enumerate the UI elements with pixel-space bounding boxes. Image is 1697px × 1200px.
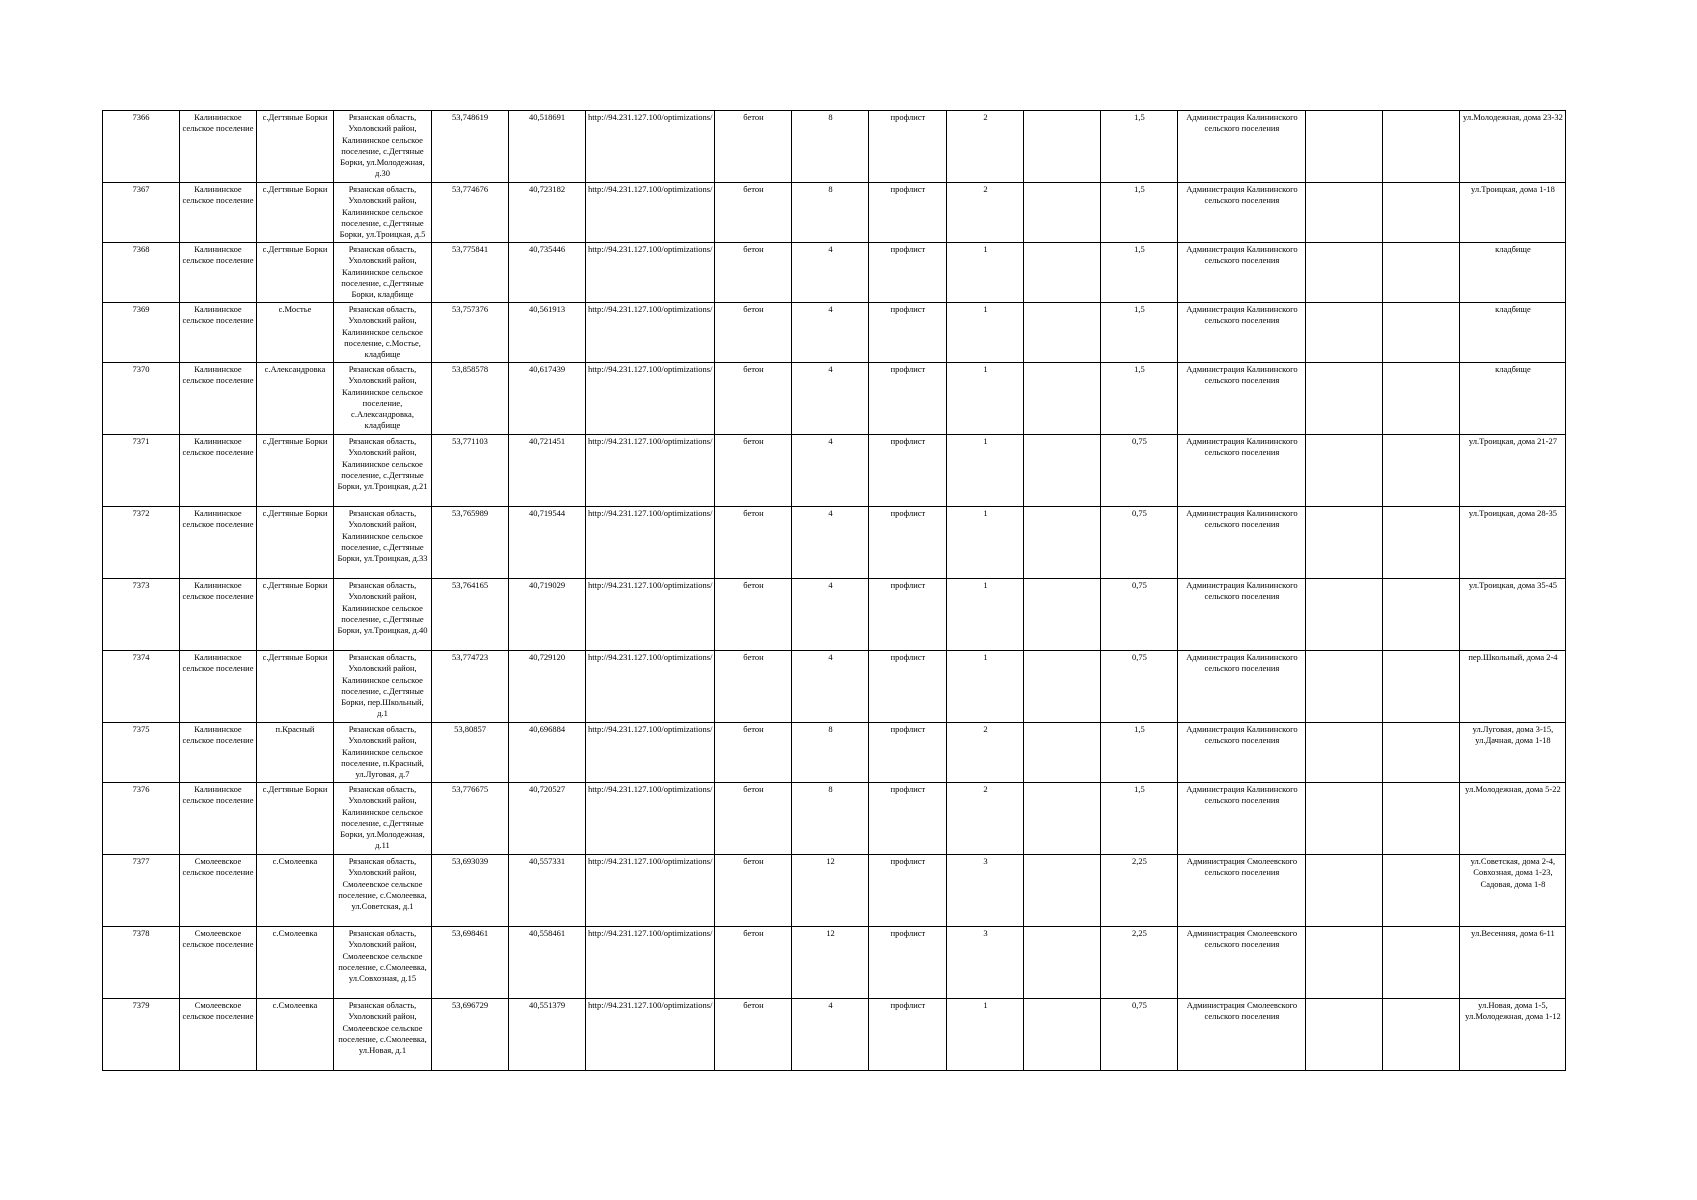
locality-cell: с.Смолеевка [257, 927, 334, 999]
address-cell: Рязанская область, Ухоловский район, Калининское сельское поселение, с.Дегтяные Борки, ул.Молодежная, д.11 [334, 783, 432, 855]
row-number-cell: 7371 [103, 435, 180, 507]
table-row [103, 363, 1566, 435]
latitude-cell: 53,693039 [432, 855, 509, 927]
empty-cell [1383, 243, 1460, 303]
longitude-cell: 40,719544 [509, 507, 586, 579]
link-cell: http://94.231.127.100/optimizations/ [586, 183, 715, 243]
table-row [103, 579, 1566, 651]
empty-cell [1024, 507, 1101, 579]
longitude-cell: 40,723182 [509, 183, 586, 243]
volume-cell: 0,75 [1101, 651, 1178, 723]
empty-cell [1383, 111, 1460, 183]
volume-cell: 1,5 [1101, 783, 1178, 855]
empty-cell [1024, 435, 1101, 507]
longitude-cell: 40,729120 [509, 651, 586, 723]
settlement-cell: Смолеевское сельское поселение [180, 999, 257, 1071]
table-row [103, 111, 1566, 183]
fence-cell: профлист [869, 783, 947, 855]
owner-cell: Администрация Смолеевского сельского поселения [1178, 855, 1306, 927]
empty-cell [1024, 723, 1101, 783]
containers-count-cell: 3 [947, 855, 1024, 927]
table-row [103, 507, 1566, 579]
row-number-cell: 7370 [103, 363, 180, 435]
served-objects-cell: ул.Троицкая, дома 28-35 [1460, 507, 1566, 579]
settlement-cell: Калининское сельское поселение [180, 303, 257, 363]
owner-cell: Администрация Калининского сельского поселения [1178, 111, 1306, 183]
latitude-cell: 53,748619 [432, 111, 509, 183]
link-cell: http://94.231.127.100/optimizations/ [586, 243, 715, 303]
empty-cell [1024, 579, 1101, 651]
latitude-cell: 53,774676 [432, 183, 509, 243]
served-objects-cell: кладбище [1460, 243, 1566, 303]
containers-count-cell: 1 [947, 243, 1024, 303]
empty-cell [1306, 999, 1383, 1071]
containers-count-cell: 1 [947, 999, 1024, 1071]
link-cell: http://94.231.127.100/optimizations/ [586, 723, 715, 783]
volume-cell: 0,75 [1101, 435, 1178, 507]
area-cell: 4 [792, 363, 869, 435]
table-row [103, 855, 1566, 927]
served-objects-cell: ул.Луговая, дома 3-15, ул.Дачная, дома 1-18 [1460, 723, 1566, 783]
latitude-cell: 53,774723 [432, 651, 509, 723]
empty-cell [1024, 111, 1101, 183]
address-cell: Рязанская область, Ухоловский район, Калининское сельское поселение, с.Дегтяные Борки, ул.Троицкая, д.5 [334, 183, 432, 243]
volume-cell: 1,5 [1101, 243, 1178, 303]
locality-cell: с.Дегтяные Борки [257, 243, 334, 303]
latitude-cell: 53,765989 [432, 507, 509, 579]
settlement-cell: Калининское сельское поселение [180, 363, 257, 435]
settlement-cell: Калининское сельское поселение [180, 243, 257, 303]
served-objects-cell: ул.Советская, дома 2-4, Совхозная, дома 1-23, Садовая, дома 1-8 [1460, 855, 1566, 927]
served-objects-cell: кладбище [1460, 363, 1566, 435]
row-number-cell: 7375 [103, 723, 180, 783]
volume-cell: 0,75 [1101, 579, 1178, 651]
served-objects-cell: ул.Троицкая, дома 35-45 [1460, 579, 1566, 651]
area-cell: 4 [792, 507, 869, 579]
latitude-cell: 53,764165 [432, 579, 509, 651]
empty-cell [1383, 723, 1460, 783]
owner-cell: Администрация Калининского сельского поселения [1178, 783, 1306, 855]
volume-cell: 1,5 [1101, 303, 1178, 363]
registry-table [102, 110, 1566, 1071]
row-number-cell: 7373 [103, 579, 180, 651]
volume-cell: 2,25 [1101, 927, 1178, 999]
area-cell: 12 [792, 855, 869, 927]
link-cell: http://94.231.127.100/optimizations/ [586, 783, 715, 855]
area-cell: 4 [792, 999, 869, 1071]
volume-cell: 2,25 [1101, 855, 1178, 927]
empty-cell [1383, 507, 1460, 579]
address-cell: Рязанская область, Ухоловский район, Калининское сельское поселение, с.Дегтяные Борки, ул.Троицкая, д.40 [334, 579, 432, 651]
empty-cell [1306, 363, 1383, 435]
row-number-cell: 7378 [103, 927, 180, 999]
base-type-cell: бетон [715, 303, 792, 363]
settlement-cell: Калининское сельское поселение [180, 651, 257, 723]
fence-cell: профлист [869, 183, 947, 243]
empty-cell [1306, 651, 1383, 723]
empty-cell [1383, 303, 1460, 363]
containers-count-cell: 2 [947, 783, 1024, 855]
owner-cell: Администрация Калининского сельского поселения [1178, 435, 1306, 507]
empty-cell [1024, 999, 1101, 1071]
empty-cell [1306, 855, 1383, 927]
base-type-cell: бетон [715, 927, 792, 999]
row-number-cell: 7372 [103, 507, 180, 579]
empty-cell [1024, 651, 1101, 723]
address-cell: Рязанская область, Ухоловский район, Калининское сельское поселение, с.Дегтяные Борки, пер.Школьный, д.1 [334, 651, 432, 723]
locality-cell: с.Мостье [257, 303, 334, 363]
served-objects-cell: ул.Молодежная, дома 5-22 [1460, 783, 1566, 855]
address-cell: Рязанская область, Ухоловский район, Смолеевское сельское поселение, с.Смолеевка, ул.Совхозная, д.15 [334, 927, 432, 999]
longitude-cell: 40,617439 [509, 363, 586, 435]
latitude-cell: 53,80857 [432, 723, 509, 783]
served-objects-cell: пер.Школьный, дома 2-4 [1460, 651, 1566, 723]
base-type-cell: бетон [715, 855, 792, 927]
served-objects-cell: кладбище [1460, 303, 1566, 363]
base-type-cell: бетон [715, 183, 792, 243]
empty-cell [1306, 579, 1383, 651]
link-cell: http://94.231.127.100/optimizations/ [586, 651, 715, 723]
row-number-cell: 7377 [103, 855, 180, 927]
locality-cell: с.Александровка [257, 363, 334, 435]
empty-cell [1306, 723, 1383, 783]
empty-cell [1306, 303, 1383, 363]
area-cell: 4 [792, 303, 869, 363]
longitude-cell: 40,557331 [509, 855, 586, 927]
longitude-cell: 40,561913 [509, 303, 586, 363]
empty-cell [1383, 999, 1460, 1071]
base-type-cell: бетон [715, 651, 792, 723]
empty-cell [1024, 243, 1101, 303]
longitude-cell: 40,719029 [509, 579, 586, 651]
table-row [103, 999, 1566, 1071]
locality-cell: с.Смолеевка [257, 999, 334, 1071]
base-type-cell: бетон [715, 243, 792, 303]
containers-count-cell: 1 [947, 579, 1024, 651]
owner-cell: Администрация Калининского сельского поселения [1178, 579, 1306, 651]
owner-cell: Администрация Смолеевского сельского поселения [1178, 927, 1306, 999]
latitude-cell: 53,696729 [432, 999, 509, 1071]
latitude-cell: 53,757376 [432, 303, 509, 363]
link-cell: http://94.231.127.100/optimizations/ [586, 579, 715, 651]
row-number-cell: 7376 [103, 783, 180, 855]
address-cell: Рязанская область, Ухоловский район, Калининское сельское поселение, с.Дегтяные Борки, ул.Троицкая, д.21 [334, 435, 432, 507]
fence-cell: профлист [869, 435, 947, 507]
longitude-cell: 40,721451 [509, 435, 586, 507]
longitude-cell: 40,558461 [509, 927, 586, 999]
served-objects-cell: ул.Весенняя, дома 6-11 [1460, 927, 1566, 999]
address-cell: Рязанская область, Ухоловский район, Калининское сельское поселение, п.Красный, ул.Луговая, д.7 [334, 723, 432, 783]
settlement-cell: Калининское сельское поселение [180, 783, 257, 855]
owner-cell: Администрация Калининского сельского поселения [1178, 243, 1306, 303]
fence-cell: профлист [869, 363, 947, 435]
empty-cell [1306, 435, 1383, 507]
fence-cell: профлист [869, 855, 947, 927]
locality-cell: с.Дегтяные Борки [257, 579, 334, 651]
volume-cell: 1,5 [1101, 723, 1178, 783]
base-type-cell: бетон [715, 363, 792, 435]
owner-cell: Администрация Калининского сельского поселения [1178, 363, 1306, 435]
area-cell: 8 [792, 723, 869, 783]
latitude-cell: 53,698461 [432, 927, 509, 999]
locality-cell: с.Дегтяные Борки [257, 183, 334, 243]
containers-count-cell: 3 [947, 927, 1024, 999]
empty-cell [1024, 783, 1101, 855]
empty-cell [1306, 183, 1383, 243]
table-row [103, 303, 1566, 363]
empty-cell [1024, 183, 1101, 243]
empty-cell [1306, 111, 1383, 183]
area-cell: 4 [792, 243, 869, 303]
link-cell: http://94.231.127.100/optimizations/ [586, 507, 715, 579]
row-number-cell: 7369 [103, 303, 180, 363]
area-cell: 8 [792, 783, 869, 855]
settlement-cell: Смолеевское сельское поселение [180, 855, 257, 927]
table-row [103, 927, 1566, 999]
settlement-cell: Калининское сельское поселение [180, 579, 257, 651]
volume-cell: 0,75 [1101, 999, 1178, 1071]
owner-cell: Администрация Калининского сельского поселения [1178, 183, 1306, 243]
table-row [103, 723, 1566, 783]
longitude-cell: 40,735446 [509, 243, 586, 303]
row-number-cell: 7367 [103, 183, 180, 243]
containers-count-cell: 1 [947, 303, 1024, 363]
containers-count-cell: 2 [947, 111, 1024, 183]
table-row [103, 783, 1566, 855]
base-type-cell: бетон [715, 723, 792, 783]
empty-cell [1383, 435, 1460, 507]
locality-cell: с.Дегтяные Борки [257, 435, 334, 507]
table-row [103, 435, 1566, 507]
served-objects-cell: ул.Молодежная, дома 23-32 [1460, 111, 1566, 183]
containers-count-cell: 1 [947, 651, 1024, 723]
fence-cell: профлист [869, 999, 947, 1071]
fence-cell: профлист [869, 507, 947, 579]
address-cell: Рязанская область, Ухоловский район, Калининское сельское поселение, с.Александровка, кладбище [334, 363, 432, 435]
latitude-cell: 53,858578 [432, 363, 509, 435]
settlement-cell: Калининское сельское поселение [180, 111, 257, 183]
locality-cell: с.Дегтяные Борки [257, 507, 334, 579]
empty-cell [1383, 927, 1460, 999]
address-cell: Рязанская область, Ухоловский район, Калининское сельское поселение, с.Дегтяные Борки, ул.Троицкая, д.33 [334, 507, 432, 579]
containers-count-cell: 1 [947, 435, 1024, 507]
volume-cell: 0,75 [1101, 507, 1178, 579]
empty-cell [1306, 927, 1383, 999]
settlement-cell: Калининское сельское поселение [180, 723, 257, 783]
empty-cell [1024, 855, 1101, 927]
row-number-cell: 7374 [103, 651, 180, 723]
served-objects-cell: ул.Троицкая, дома 1-18 [1460, 183, 1566, 243]
longitude-cell: 40,518691 [509, 111, 586, 183]
base-type-cell: бетон [715, 579, 792, 651]
owner-cell: Администрация Калининского сельского поселения [1178, 303, 1306, 363]
table-row [103, 183, 1566, 243]
latitude-cell: 53,776675 [432, 783, 509, 855]
latitude-cell: 53,775841 [432, 243, 509, 303]
fence-cell: профлист [869, 927, 947, 999]
area-cell: 4 [792, 435, 869, 507]
empty-cell [1383, 855, 1460, 927]
fence-cell: профлист [869, 303, 947, 363]
settlement-cell: Смолеевское сельское поселение [180, 927, 257, 999]
settlement-cell: Калининское сельское поселение [180, 507, 257, 579]
row-number-cell: 7379 [103, 999, 180, 1071]
locality-cell: п.Красный [257, 723, 334, 783]
longitude-cell: 40,696884 [509, 723, 586, 783]
containers-count-cell: 1 [947, 507, 1024, 579]
volume-cell: 1,5 [1101, 183, 1178, 243]
link-cell: http://94.231.127.100/optimizations/ [586, 999, 715, 1071]
link-cell: http://94.231.127.100/optimizations/ [586, 303, 715, 363]
area-cell: 4 [792, 651, 869, 723]
latitude-cell: 53,771103 [432, 435, 509, 507]
locality-cell: с.Дегтяные Борки [257, 783, 334, 855]
locality-cell: с.Смолеевка [257, 855, 334, 927]
containers-count-cell: 1 [947, 363, 1024, 435]
volume-cell: 1,5 [1101, 363, 1178, 435]
fence-cell: профлист [869, 651, 947, 723]
settlement-cell: Калининское сельское поселение [180, 435, 257, 507]
table-row [103, 651, 1566, 723]
longitude-cell: 40,551379 [509, 999, 586, 1071]
owner-cell: Администрация Калининского сельского поселения [1178, 651, 1306, 723]
containers-count-cell: 2 [947, 183, 1024, 243]
empty-cell [1024, 303, 1101, 363]
link-cell: http://94.231.127.100/optimizations/ [586, 435, 715, 507]
empty-cell [1383, 183, 1460, 243]
owner-cell: Администрация Калининского сельского поселения [1178, 507, 1306, 579]
base-type-cell: бетон [715, 999, 792, 1071]
address-cell: Рязанская область, Ухоловский район, Калининское сельское поселение, с.Дегтяные Борки, кладбище [334, 243, 432, 303]
empty-cell [1383, 783, 1460, 855]
link-cell: http://94.231.127.100/optimizations/ [586, 111, 715, 183]
owner-cell: Администрация Калининского сельского поселения [1178, 723, 1306, 783]
settlement-cell: Калининское сельское поселение [180, 183, 257, 243]
locality-cell: с.Дегтяные Борки [257, 111, 334, 183]
containers-count-cell: 2 [947, 723, 1024, 783]
empty-cell [1024, 927, 1101, 999]
table-row [103, 243, 1566, 303]
served-objects-cell: ул.Троицкая, дома 21-27 [1460, 435, 1566, 507]
base-type-cell: бетон [715, 507, 792, 579]
empty-cell [1383, 651, 1460, 723]
area-cell: 4 [792, 579, 869, 651]
fence-cell: профлист [869, 723, 947, 783]
row-number-cell: 7366 [103, 111, 180, 183]
link-cell: http://94.231.127.100/optimizations/ [586, 855, 715, 927]
area-cell: 8 [792, 183, 869, 243]
owner-cell: Администрация Смолеевского сельского поселения [1178, 999, 1306, 1071]
address-cell: Рязанская область, Ухоловский район, Смолеевское сельское поселение, с.Смолеевка, ул.Новая, д.1 [334, 999, 432, 1071]
base-type-cell: бетон [715, 783, 792, 855]
address-cell: Рязанская область, Ухоловский район, Калининское сельское поселение, с.Мостье, кладбище [334, 303, 432, 363]
empty-cell [1024, 363, 1101, 435]
area-cell: 12 [792, 927, 869, 999]
area-cell: 8 [792, 111, 869, 183]
longitude-cell: 40,720527 [509, 783, 586, 855]
address-cell: Рязанская область, Ухоловский район, Калининское сельское поселение, с.Дегтяные Борки, ул.Молодежная, д.30 [334, 111, 432, 183]
empty-cell [1306, 243, 1383, 303]
fence-cell: профлист [869, 243, 947, 303]
link-cell: http://94.231.127.100/optimizations/ [586, 363, 715, 435]
base-type-cell: бетон [715, 111, 792, 183]
locality-cell: с.Дегтяные Борки [257, 651, 334, 723]
empty-cell [1383, 363, 1460, 435]
served-objects-cell: ул.Новая, дома 1-5, ул.Молодежная, дома 1-12 [1460, 999, 1566, 1071]
address-cell: Рязанская область, Ухоловский район, Смолеевское сельское поселение, с.Смолеевка, ул.Советская, д.1 [334, 855, 432, 927]
base-type-cell: бетон [715, 435, 792, 507]
link-cell: http://94.231.127.100/optimizations/ [586, 927, 715, 999]
volume-cell: 1,5 [1101, 111, 1178, 183]
row-number-cell: 7368 [103, 243, 180, 303]
empty-cell [1306, 783, 1383, 855]
empty-cell [1306, 507, 1383, 579]
fence-cell: профлист [869, 579, 947, 651]
empty-cell [1383, 579, 1460, 651]
fence-cell: профлист [869, 111, 947, 183]
